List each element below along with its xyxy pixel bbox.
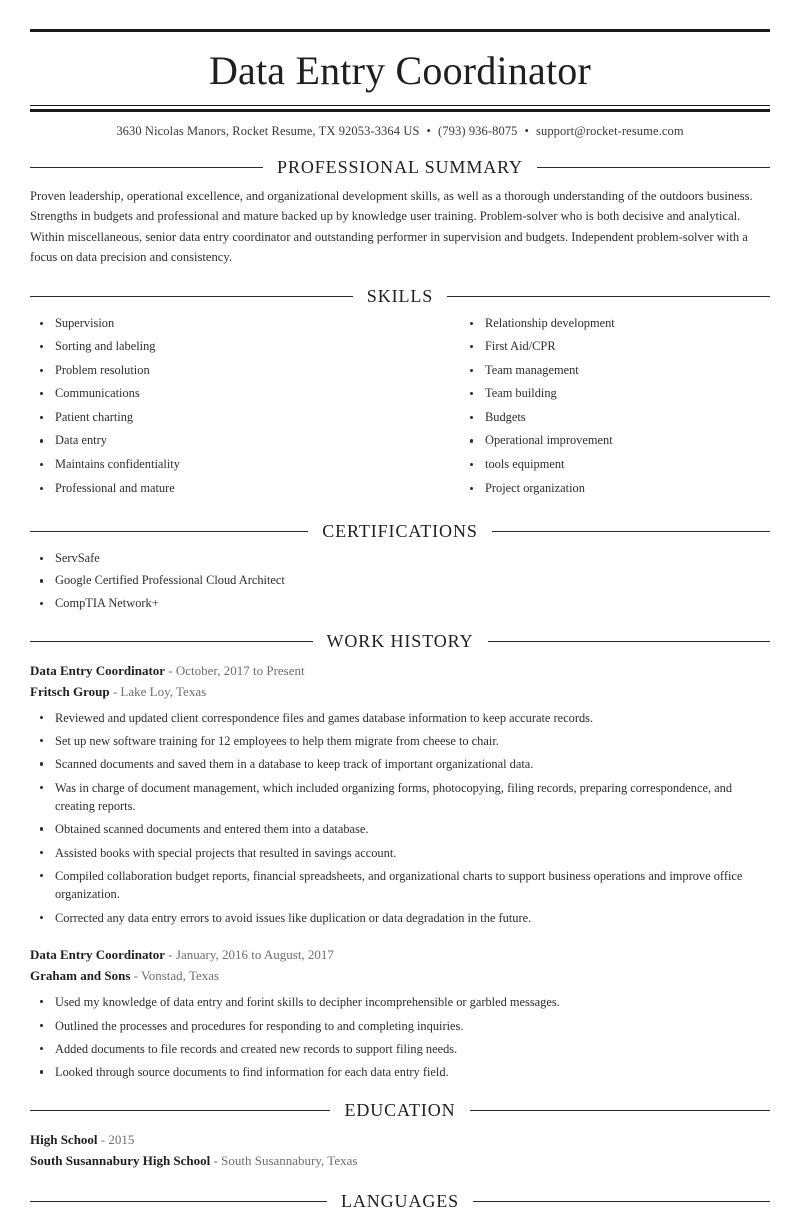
section-header-work-history: [30, 631, 770, 652]
list-item: Scanned documents and saved them in a database to keep track of important organizational data.: [30, 755, 770, 773]
job-location: Lake Loy, Texas: [120, 683, 207, 699]
skills-column-left: [30, 315, 400, 504]
contact-separator-1: •: [426, 124, 432, 138]
contact-address: 3630 Nicolas Manors, Rocket Resume, TX 92053-3364 US: [116, 124, 420, 138]
section-title-professional-summary: PROFESSIONAL SUMMARY: [277, 157, 523, 177]
list-item: Project organization: [460, 480, 770, 498]
page-title: Data Entry Coordinator: [208, 48, 592, 93]
education-degree: High School: [30, 1131, 98, 1147]
contact-email: support@rocket-resume.com: [536, 124, 684, 138]
list-item: Added documents to file records and created new records to support filing needs.: [30, 1040, 770, 1058]
section-rule-right: [447, 296, 770, 297]
work-history-entry: [30, 944, 770, 1082]
list-item: Data entry: [30, 432, 400, 450]
section-header-certifications: [30, 521, 770, 542]
education-year: 2015: [108, 1131, 135, 1147]
list-item: Team building: [460, 385, 770, 403]
skills-list-right: [460, 315, 770, 498]
list-item: Set up new software training for 12 employees to help them migrate from cheese to chair.: [30, 732, 770, 750]
section-rule-right: [537, 167, 770, 168]
section-title-education: EDUCATION: [344, 1099, 456, 1120]
section-rule-left: [30, 1201, 327, 1202]
section-rule-left: [30, 531, 308, 532]
list-item: Relationship development: [460, 315, 770, 333]
list-item: Assisted books with special projects that resulted in savings account.: [30, 844, 770, 862]
job-dates: October, 2017 to Present: [175, 662, 305, 678]
section-rule-left: [30, 641, 313, 642]
list-item: Compiled collaboration budget reports, financial spreadsheets, and organizational charts to support business operations and improve office organization.: [30, 867, 770, 904]
job-location: Vonstad, Texas: [141, 968, 220, 984]
list-item: Communications: [30, 385, 400, 403]
job-company-dash: -: [109, 683, 121, 699]
list-item: Reviewed and updated client correspondence files and games database information to keep accurate records.: [30, 709, 770, 727]
list-item: tools equipment: [460, 456, 770, 474]
education-location: South Susannabury, Texas: [221, 1152, 358, 1168]
skills-column-right: [400, 315, 770, 504]
contact-phone: (793) 936-8075: [438, 124, 518, 138]
education-degree-line: [30, 1129, 770, 1150]
list-item: CompTIA Network+: [30, 595, 770, 613]
job-company-line: [30, 965, 770, 986]
job-bullets: [30, 993, 770, 1081]
list-item: Obtained scanned documents and entered them into a database.: [30, 820, 770, 838]
list-item: Budgets: [460, 409, 770, 427]
list-item: Problem resolution: [30, 362, 400, 380]
contact-separator-2: •: [524, 124, 530, 138]
list-item: Used my knowledge of data entry and forint skills to decipher incomprehensible or garbled messages.: [30, 993, 770, 1011]
section-rule-left: [30, 1110, 330, 1111]
education-school-line: [30, 1150, 770, 1171]
section-header-professional-summary: [30, 157, 770, 178]
list-item: First Aid/CPR: [460, 338, 770, 356]
education-school: South Susannabury High School: [30, 1152, 211, 1168]
resume-page: [0, 29, 800, 1211]
job-company-line: [30, 681, 770, 702]
list-item: Was in charge of document management, which included organizing forms, photocopying, filing records, preparing correspondence, and creating reports.: [30, 779, 770, 816]
job-company: Graham and Sons: [30, 968, 131, 984]
section-header-skills: [30, 286, 770, 307]
skills-list-left: [30, 315, 400, 498]
job-title: Data Entry Coordinator: [30, 662, 166, 678]
section-title-work-history: WORK HISTORY: [326, 630, 474, 651]
section-rule-right: [473, 1201, 770, 1202]
section-rule-left: [30, 296, 353, 297]
section-title-skills: SKILLS: [366, 285, 434, 306]
job-company: Fritsch Group: [30, 683, 110, 699]
education-degree-dash: -: [97, 1131, 109, 1147]
list-item: Supervision: [30, 315, 400, 333]
job-title-line: [30, 944, 770, 965]
section-rule-right: [470, 1110, 770, 1111]
list-item: Professional and mature: [30, 480, 400, 498]
section-title-languages: LANGUAGES: [340, 1190, 460, 1211]
list-item: Corrected any data entry errors to avoid issues like duplication or data degradation in the future.: [30, 909, 770, 927]
section-header-education: [30, 1100, 770, 1121]
list-item: Team management: [460, 362, 770, 380]
section-rule-right: [488, 641, 771, 642]
skills-columns: [30, 315, 770, 504]
job-company-dash: -: [130, 968, 142, 984]
work-history-entry: [30, 660, 770, 928]
certifications-list: [30, 550, 770, 612]
job-bullets: [30, 709, 770, 928]
job-title-line: [30, 660, 770, 681]
header-bottom-double-rule: [30, 105, 770, 106]
list-item: Maintains confidentiality: [30, 456, 400, 474]
list-item: Operational improvement: [460, 432, 770, 450]
section-rule-right: [492, 531, 770, 532]
list-item: Outlined the processes and procedures for responding to and completing inquiries.: [30, 1017, 770, 1035]
education-entry: [30, 1129, 770, 1171]
list-item: Sorting and labeling: [30, 338, 400, 356]
education-school-dash: -: [210, 1152, 222, 1168]
list-item: Patient charting: [30, 409, 400, 427]
list-item: ServSafe: [30, 550, 770, 568]
list-item: Google Certified Professional Cloud Architect: [30, 572, 770, 590]
list-item: Looked through source documents to find information for each data entry field.: [30, 1063, 770, 1081]
job-title-dash: -: [165, 947, 176, 963]
section-title-certifications: CERTIFICATIONS: [322, 521, 478, 542]
section-header-languages: [30, 1191, 770, 1212]
job-dates: January, 2016 to August, 2017: [175, 947, 334, 963]
professional-summary-text: Proven leadership, operational excellence, and organizational development skills, as well as a thorough understanding of the outdoors business. Strengths in budgets and professional and mature backed up by knowledge user training. Problem-solver who is both decisive and analytical. Within miscellaneous, senior data entry coordinator and outstanding performer in supervision and budgets. Independent problem-solver with a focus on data precision and consistency.: [30, 189, 753, 265]
job-title: Data Entry Coordinator: [30, 947, 166, 963]
section-rule-left: [30, 167, 263, 168]
job-title-dash: -: [165, 662, 176, 678]
